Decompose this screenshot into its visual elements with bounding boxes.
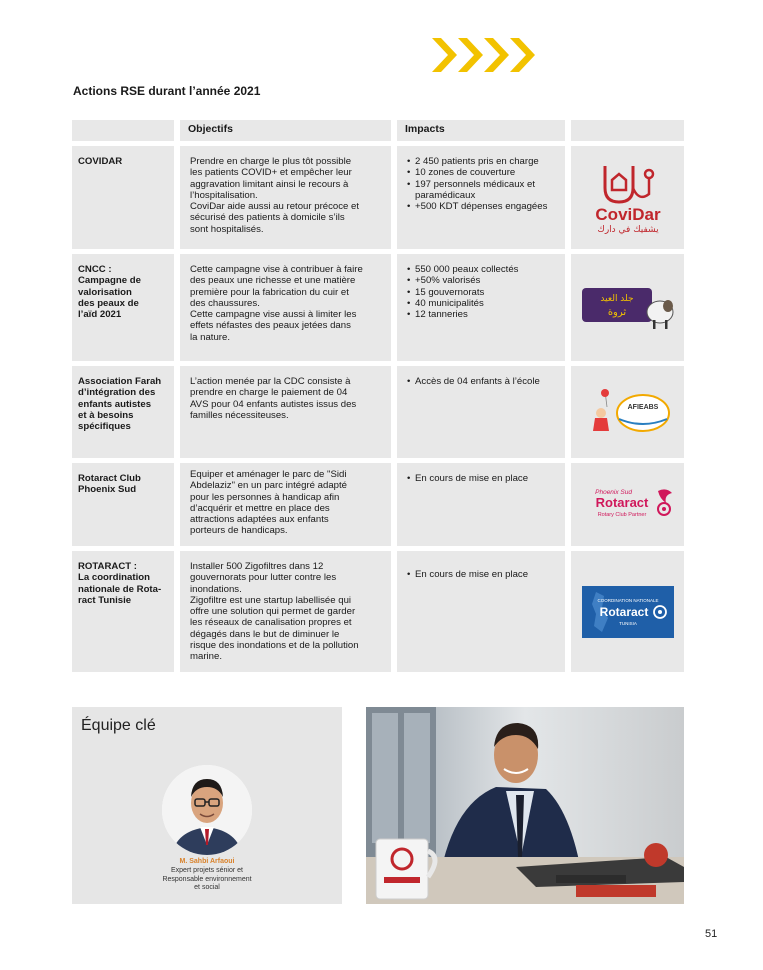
person-role-line: Expert projets sénior et xyxy=(171,867,243,874)
action-objectif xyxy=(180,463,391,546)
impact-item: • 10 zones de couverture xyxy=(407,167,559,178)
key-team-box xyxy=(72,707,342,904)
child-balloon-icon xyxy=(583,387,673,437)
svg-text:TUNISIA: TUNISIA xyxy=(618,620,637,626)
impact-item: • 550 000 peaux collectés xyxy=(407,264,559,275)
person-role-line: Responsable environnement xyxy=(162,875,252,883)
page-number: 51 xyxy=(705,928,718,940)
impact-item: • 2 450 patients pris en charge xyxy=(407,156,559,167)
impact-item: • En cours de mise en place xyxy=(407,473,559,484)
person-role xyxy=(142,867,272,893)
svg-text:Phoenix Sud: Phoenix Sud xyxy=(594,488,632,496)
objectif-line: les patients COVID+ et empêcher leur xyxy=(190,167,352,179)
impact-item: • +500 KDT dépenses engagées xyxy=(407,201,559,212)
action-name xyxy=(72,551,174,672)
objectif-line: Zigofiltre est une startup labellisée qui xyxy=(190,594,352,606)
action-name-line: nationale de Rota- xyxy=(78,583,162,595)
svg-text:Rotaract: Rotaract xyxy=(595,494,648,510)
team-title: Équipe clé xyxy=(81,717,156,734)
objectif-line: Installer 500 Zigofiltres dans 12 xyxy=(190,561,324,572)
impact-item: • 197 personnels médicaux et paramédicaux xyxy=(407,179,559,202)
action-objectif xyxy=(180,254,391,361)
action-impacts xyxy=(397,254,565,361)
objectif-line: L’action menée par la CDC consiste à xyxy=(190,376,351,387)
objectif-line: effets néfastes des peaux jetées dans xyxy=(190,320,351,332)
svg-text:Rotary Club Partner: Rotary Club Partner xyxy=(597,511,646,518)
svg-text:جلد العيد: جلد العيد xyxy=(599,293,634,304)
action-name-line: Campagne de xyxy=(78,275,141,287)
objectif-line: inondations. xyxy=(190,583,242,595)
header-logo-cell xyxy=(571,120,684,141)
avatar xyxy=(162,765,252,855)
table-row xyxy=(72,551,684,672)
office-photo xyxy=(366,707,684,904)
action-name-line: et à besoins xyxy=(78,409,134,421)
impact-item: • 40 municipalités xyxy=(407,298,559,309)
objectif-line: aggravation limitant ainsi le recours à xyxy=(190,178,349,190)
objectif-line: des chaussures. xyxy=(190,297,260,309)
action-impacts xyxy=(397,366,565,458)
objectif-line: porteurs de handicaps. xyxy=(190,525,288,537)
person-role-line: et social xyxy=(194,884,220,892)
objectif-line: gouvernorats pour lutter contre les xyxy=(190,572,337,584)
action-name-line: Association Farah xyxy=(78,376,162,387)
action-name-line: COVIDAR xyxy=(78,156,123,167)
objectif-line: AVS pour 04 enfants autistes issus des xyxy=(190,398,357,410)
objectif-line: prendre en charge le paiement de 04 xyxy=(190,387,348,399)
action-name-line: d’intégration des xyxy=(78,387,156,399)
action-name-line: La coordination xyxy=(78,572,150,584)
objectif-line: Abdelaziz" en un parc intégré adapté xyxy=(190,480,348,492)
svg-text:ثروة: ثروة xyxy=(607,306,626,318)
impact-item: • Accès de 04 enfants à l’école xyxy=(407,376,559,387)
svg-text:Rotaract: Rotaract xyxy=(599,604,648,619)
objectif-line: Prendre en charge le plus tôt possible xyxy=(190,156,352,167)
rse-actions-table xyxy=(72,120,684,677)
objectif-line: CoviDar aide aussi au retour précoce et xyxy=(190,201,360,213)
action-name-line: Phoenix Sud xyxy=(78,484,137,496)
header-objectifs: Objectifs xyxy=(180,120,391,141)
rotaract-phoenix-icon xyxy=(580,485,676,525)
objectif-line: la nature. xyxy=(190,331,231,343)
action-name-line: CNCC : xyxy=(78,264,112,275)
objectif-line: attractions adaptées aux enfants xyxy=(190,514,329,526)
rotaract-tunisie-logo xyxy=(571,551,684,672)
table-row xyxy=(72,146,684,249)
action-name xyxy=(72,254,174,361)
person-name: M. Sahbi Arfaoui xyxy=(179,858,235,865)
action-impacts xyxy=(397,463,565,546)
action-objectif xyxy=(180,146,391,249)
objectif-line: offre une solution qui permet de garder xyxy=(190,606,356,618)
action-name xyxy=(72,463,174,546)
chevrons-decoration-icon xyxy=(432,38,537,72)
action-name-line: ROTARACT : xyxy=(78,561,137,572)
action-impacts xyxy=(397,146,565,249)
action-objectif xyxy=(180,366,391,458)
table-header-row xyxy=(72,120,684,141)
table-row xyxy=(72,254,684,361)
action-name xyxy=(72,146,174,249)
objectif-line: des peaux une richesse et une matière xyxy=(190,275,356,287)
objectif-line: l’hospitalisation. xyxy=(190,189,258,201)
objectif-line: Cette campagne vise aussi à limiter les xyxy=(190,309,357,321)
objectif-line: d’acquérir et mettre en place des xyxy=(190,502,330,514)
impact-item: • 15 gouvernorats xyxy=(407,287,559,298)
impact-item: • +50% valorisés xyxy=(407,275,559,286)
svg-text:COORDINATION NATIONALE: COORDINATION NATIONALE xyxy=(596,597,659,603)
afieabs-logo xyxy=(571,366,684,458)
header-empty-cell xyxy=(72,120,174,141)
action-name-line: ract Tunisie xyxy=(78,594,132,606)
action-impacts xyxy=(397,551,565,672)
person-portrait-icon xyxy=(162,765,252,855)
objectif-line: marine. xyxy=(190,651,222,663)
covidar-logo xyxy=(571,146,684,249)
action-name xyxy=(72,366,174,458)
action-name-line: des peaux de xyxy=(78,297,139,309)
cncc-campaign-logo xyxy=(571,254,684,361)
action-objectif xyxy=(180,551,391,672)
covidar-logo-icon xyxy=(583,158,673,238)
impact-item: • En cours de mise en place xyxy=(407,569,559,580)
svg-text:CoviDar: CoviDar xyxy=(594,204,661,224)
rotaract-tunisia-icon xyxy=(582,586,674,638)
section-title: Actions RSE durant l’année 2021 xyxy=(73,84,261,98)
action-name-line: l’aïd 2021 xyxy=(78,309,122,321)
action-name-line: spécifiques xyxy=(78,421,131,433)
objectif-line: sont hospitalisés. xyxy=(190,223,264,235)
header-impacts: Impacts xyxy=(397,120,565,141)
objectif-line: Cette campagne vise à contribuer à faire xyxy=(190,264,363,275)
impact-item: • 12 tanneries xyxy=(407,309,559,320)
objectif-line: première pour la fabrication du cuir et xyxy=(190,286,349,298)
action-name-line: Rotaract Club xyxy=(78,473,141,484)
objectif-line: sécurisé des patients à domicile s’ils xyxy=(190,212,345,224)
table-row xyxy=(72,463,684,546)
rotaract-phoenix-logo xyxy=(571,463,684,546)
man-at-desk-photo-icon xyxy=(366,707,684,904)
objectif-line: familles nécessiteuses. xyxy=(190,409,289,421)
objectif-line: risque des inondations et de la pollution xyxy=(190,640,359,652)
svg-text:يشفيك في دارك: يشفيك في دارك xyxy=(596,224,659,235)
svg-text:AFIEABS: AFIEABS xyxy=(627,404,658,411)
objectif-line: dégagés dans le but de diminuer le xyxy=(190,628,340,640)
objectif-line: les réseaux de canalisation propres et xyxy=(190,617,352,629)
action-name-line: enfants autistes xyxy=(78,398,152,410)
table-row xyxy=(72,366,684,458)
objectif-line: Equiper et aménager le parc de "Sidi xyxy=(190,469,347,480)
sheep-campaign-icon xyxy=(580,282,676,334)
objectif-line: pour les personnes à handicap afin xyxy=(190,491,340,503)
action-name-line: valorisation xyxy=(78,286,132,298)
